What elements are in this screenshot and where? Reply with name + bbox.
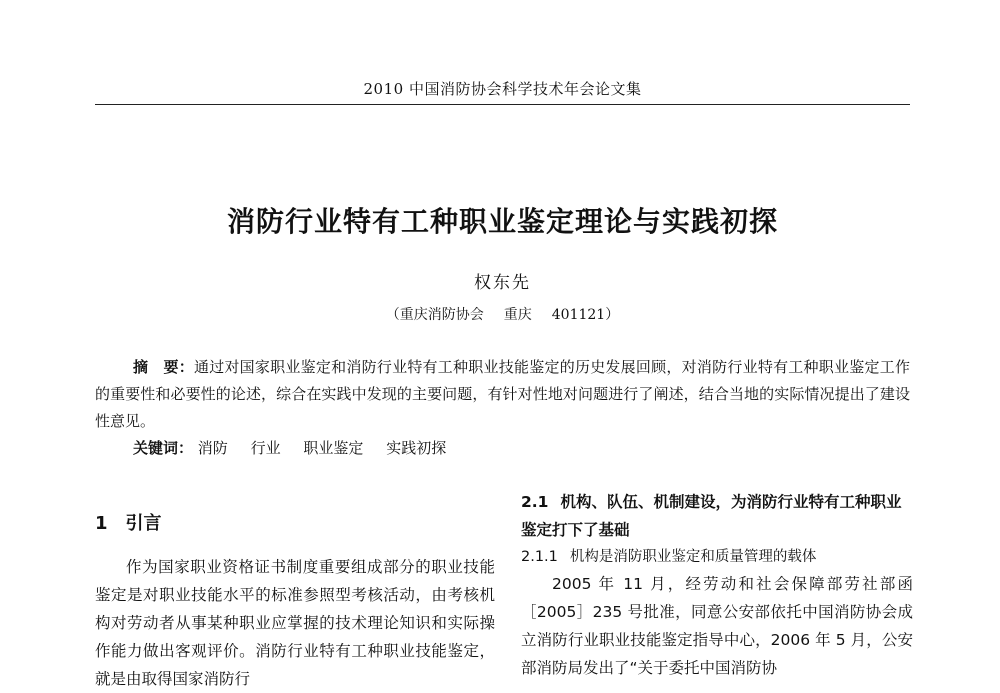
affiliation: [95, 304, 910, 324]
keyword: 行业: [250, 439, 281, 457]
keyword: 职业鉴定: [303, 439, 364, 457]
affiliation-org: （重庆消防协会: [385, 307, 484, 323]
running-header: 2010 中国消防协会科学技术年会论文集: [363, 80, 642, 98]
section-heading: [95, 509, 495, 535]
affiliation-postcode: 401121）: [551, 307, 620, 323]
section-number: 1: [95, 513, 108, 534]
subsection-heading: [521, 488, 913, 544]
subsection-number: 2.1: [521, 493, 549, 511]
section-title: 引言: [125, 513, 162, 534]
subsubsection-number: 2.1.1: [521, 549, 558, 565]
abstract: [95, 354, 910, 435]
keywords: [133, 437, 913, 458]
affiliation-city: 重庆: [503, 307, 532, 323]
abstract-text: 通过对国家职业鉴定和消防行业特有工种职业技能鉴定的历史发展回顾，对消防行业特有工种职业鉴定工作的重要性和必要性的论述，综合在实践中发现的主要问题，有针对性地对问题进行了阐述，结合当地的实际情况提出了建设性意见。: [95, 358, 910, 430]
author-name: 权东先: [474, 273, 531, 293]
subsection-title: 机构、队伍、机制建设，为消防行业特有工种职业鉴定打下了基础: [521, 493, 902, 539]
body-paragraph: 作为国家职业资格证书制度重要组成部分的职业技能鉴定是对职业技能水平的标准参照型考核活动，由考核机构对劳动者从事某种职业应掌握的技术理论知识和实际操作能力做出客观评价。消防行业特有工种职业技能鉴定，就是由取得国家消防行: [95, 558, 495, 688]
abstract-label: 摘 要：: [133, 358, 194, 376]
subsubsection-title: 机构是消防职业鉴定和质量管理的载体: [569, 549, 817, 565]
subsubsection-heading: [521, 544, 913, 570]
header-rule: [95, 104, 910, 105]
keyword: 消防: [197, 439, 228, 457]
left-column: [95, 500, 495, 693]
keywords-label: 关键词：: [133, 439, 194, 457]
right-column: [521, 488, 913, 682]
paper-title: 消防行业特有工种职业鉴定理论与实践初探: [226, 205, 778, 238]
body-paragraph: 2005 年 11 月，经劳动和社会保障部劳社部函［2005］235 号批准，同意公安部依托中国消防协会成立消防行业职业技能鉴定指导中心，2006 年 5 月，公安部消防局发出了“关于委托中国消防协: [521, 575, 913, 677]
keyword: 实践初探: [386, 439, 447, 457]
